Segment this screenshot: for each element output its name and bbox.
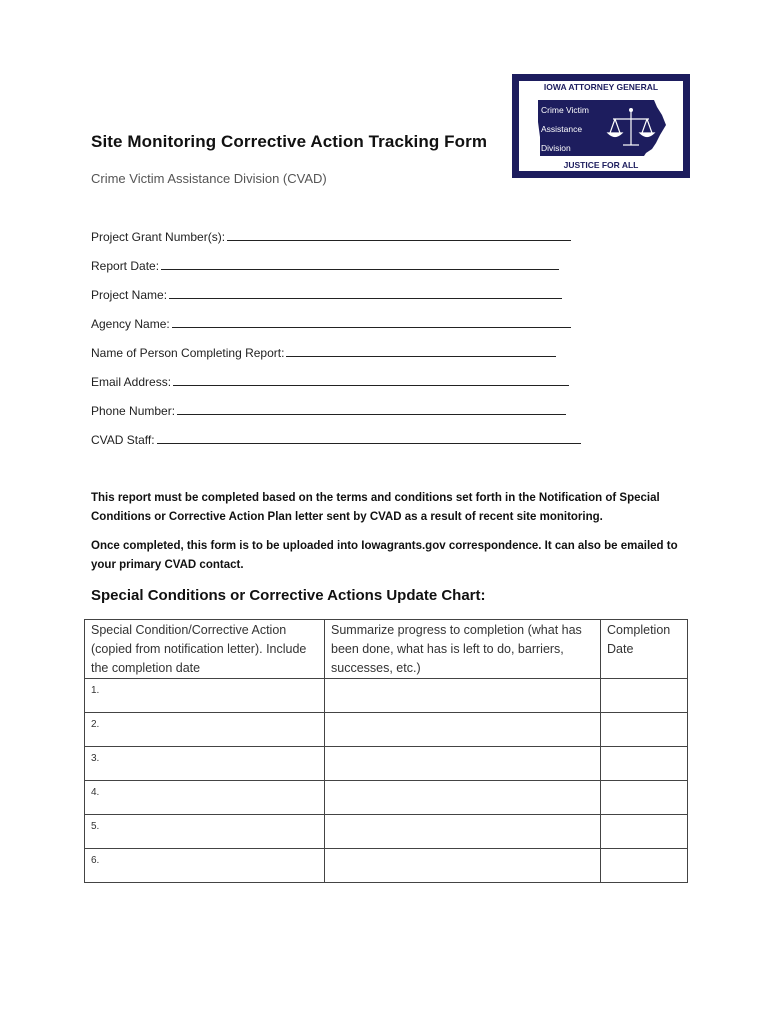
table-row (85, 679, 688, 713)
progress-cell[interactable] (325, 747, 601, 781)
completion-date-cell[interactable] (601, 781, 688, 815)
field-agency-name[interactable] (91, 316, 571, 331)
completion-date-cell[interactable] (601, 747, 688, 781)
field-label: CVAD Staff: (91, 433, 155, 447)
field-label: Name of Person Completing Report: (91, 346, 285, 360)
blank-line[interactable] (172, 316, 571, 328)
field-label: Project Grant Number(s): (91, 230, 226, 244)
field-label: Report Date: (91, 259, 160, 273)
row-number-cell[interactable]: 1. (85, 679, 325, 713)
page-title: Site Monitoring Corrective Action Tracking Form (91, 132, 488, 151)
page-subtitle: Crime Victim Assistance Division (CVAD) (91, 171, 327, 186)
blank-line[interactable] (173, 374, 569, 386)
blank-line[interactable] (286, 345, 556, 357)
field-label: Email Address: (91, 375, 172, 389)
row-number-cell[interactable]: 3. (85, 747, 325, 781)
table-header-row (85, 620, 688, 679)
field-person-completing-report[interactable] (91, 345, 556, 360)
progress-cell[interactable] (325, 713, 601, 747)
table-row (85, 747, 688, 781)
field-project-name[interactable] (91, 287, 562, 302)
progress-cell[interactable] (325, 781, 601, 815)
table-row (85, 781, 688, 815)
completion-date-cell[interactable] (601, 849, 688, 883)
completion-date-cell[interactable] (601, 679, 688, 713)
field-label: Project Name: (91, 288, 168, 302)
seal-line-1: Crime Victim (541, 105, 590, 115)
row-number-cell[interactable]: 5. (85, 815, 325, 849)
field-cvad-staff[interactable] (91, 432, 581, 447)
column-header-completion-date: Completion Date (601, 620, 688, 679)
seal-line-3: Division (541, 143, 571, 153)
column-header-special-condition: Special Condition/Corrective Action (copied from notification letter). Include the completion date (85, 620, 325, 679)
progress-cell[interactable] (325, 815, 601, 849)
update-chart-table (84, 619, 688, 883)
instructions-paragraph: This report must be completed based on the terms and conditions set forth in the Notification of Special Conditions or Corrective Action Plan letter sent by CVAD as a result of recent site monitoring. (91, 492, 660, 523)
seal-top-text: IOWA ATTORNEY GENERAL (543, 82, 659, 92)
table-row (85, 849, 688, 883)
section-heading: Special Conditions or Corrective Actions Update Chart: (91, 587, 486, 604)
column-header-progress-summary: Summarize progress to completion (what has been done, what has is left to do, barriers, successes, etc.) (325, 620, 601, 679)
row-number-cell[interactable]: 4. (85, 781, 325, 815)
field-label: Phone Number: (91, 404, 176, 418)
blank-line[interactable] (157, 432, 581, 444)
completion-date-cell[interactable] (601, 815, 688, 849)
field-label: Agency Name: (91, 317, 170, 331)
progress-cell[interactable] (325, 679, 601, 713)
field-report-date[interactable] (91, 258, 559, 273)
field-project-grant-number[interactable] (91, 229, 571, 244)
field-email-address[interactable] (91, 374, 569, 389)
field-phone-number[interactable] (91, 403, 566, 418)
blank-line[interactable] (227, 229, 571, 241)
row-number-cell[interactable]: 2. (85, 713, 325, 747)
table-row (85, 815, 688, 849)
blank-line[interactable] (177, 403, 566, 415)
completion-date-cell[interactable] (601, 713, 688, 747)
attorney-general-seal-logo (512, 74, 690, 178)
upload-instructions-paragraph: Once completed, this form is to be uploaded into Iowagrants.gov correspondence. It can also be emailed to your primary CVAD contact. (91, 540, 678, 571)
seal-line-2: Assistance (541, 124, 583, 134)
row-number-cell[interactable]: 6. (85, 849, 325, 883)
seal-bottom-text: JUSTICE FOR ALL (563, 160, 639, 170)
table-row (85, 713, 688, 747)
progress-cell[interactable] (325, 849, 601, 883)
blank-line[interactable] (169, 287, 562, 299)
blank-line[interactable] (161, 258, 559, 270)
